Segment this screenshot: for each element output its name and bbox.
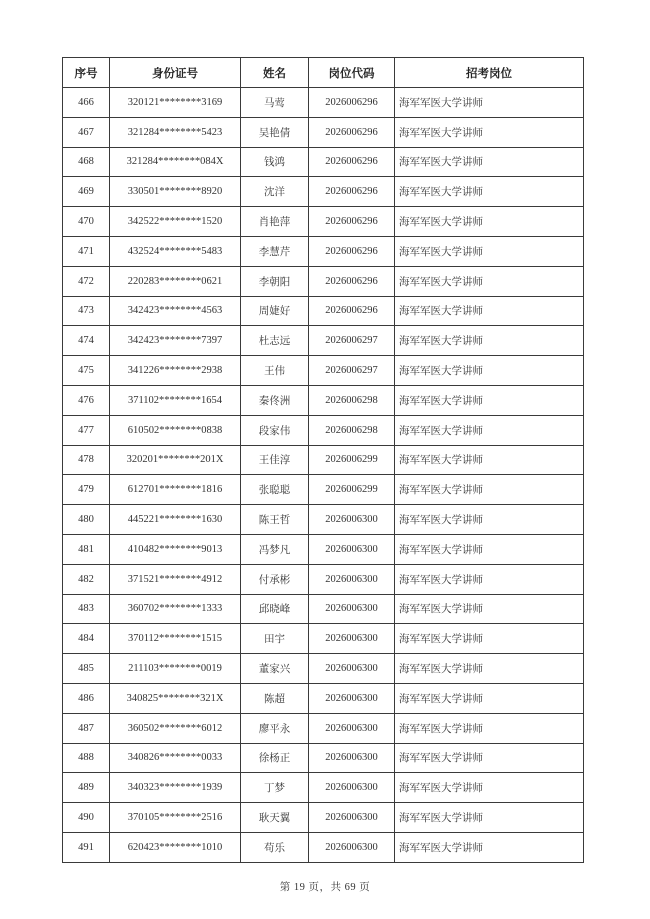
cell-id-number: 432524********5483 — [110, 236, 241, 266]
cell-serial-number: 482 — [63, 564, 110, 594]
table-row — [63, 624, 584, 654]
table-row — [63, 743, 584, 773]
table-row — [63, 356, 584, 386]
cell-position-code: 2026006296 — [309, 88, 395, 118]
cell-recruit-position: 海军军医大学讲师 — [395, 654, 584, 684]
cell-position-code: 2026006300 — [309, 564, 395, 594]
cell-position-code: 2026006296 — [309, 266, 395, 296]
cell-recruit-position: 海军军医大学讲师 — [395, 177, 584, 207]
table-body — [63, 88, 584, 863]
cell-position-code: 2026006300 — [309, 624, 395, 654]
cell-position-code: 2026006300 — [309, 683, 395, 713]
cell-serial-number: 471 — [63, 236, 110, 266]
table-row — [63, 88, 584, 118]
cell-id-number: 320121********3169 — [110, 88, 241, 118]
table-row — [63, 803, 584, 833]
cell-recruit-position: 海军军医大学讲师 — [395, 207, 584, 237]
cell-name: 田宇 — [241, 624, 309, 654]
cell-name: 杜志远 — [241, 326, 309, 356]
cell-position-code: 2026006299 — [309, 475, 395, 505]
table-row — [63, 296, 584, 326]
cell-recruit-position: 海军军医大学讲师 — [395, 505, 584, 535]
table-row — [63, 117, 584, 147]
recruitment-candidate-table — [62, 57, 584, 863]
cell-id-number: 341226********2938 — [110, 356, 241, 386]
cell-recruit-position: 海军军医大学讲师 — [395, 266, 584, 296]
cell-name: 段家伟 — [241, 415, 309, 445]
cell-recruit-position: 海军军医大学讲师 — [395, 713, 584, 743]
cell-id-number: 371102********1654 — [110, 385, 241, 415]
cell-position-code: 2026006296 — [309, 296, 395, 326]
table-row — [63, 326, 584, 356]
table-row — [63, 534, 584, 564]
cell-id-number: 342522********1520 — [110, 207, 241, 237]
cell-name: 廖平永 — [241, 713, 309, 743]
cell-name: 肖艳萍 — [241, 207, 309, 237]
cell-id-number: 321284********5423 — [110, 117, 241, 147]
cell-serial-number: 484 — [63, 624, 110, 654]
cell-id-number: 360702********1333 — [110, 594, 241, 624]
cell-id-number: 330501********8920 — [110, 177, 241, 207]
table-row — [63, 415, 584, 445]
cell-recruit-position: 海军军医大学讲师 — [395, 445, 584, 475]
cell-serial-number: 474 — [63, 326, 110, 356]
cell-position-code: 2026006300 — [309, 743, 395, 773]
cell-name: 张聪聪 — [241, 475, 309, 505]
cell-serial-number: 478 — [63, 445, 110, 475]
cell-position-code: 2026006300 — [309, 832, 395, 862]
cell-name: 邱晓峰 — [241, 594, 309, 624]
table-row — [63, 505, 584, 535]
cell-serial-number: 480 — [63, 505, 110, 535]
cell-serial-number: 487 — [63, 713, 110, 743]
cell-recruit-position: 海军军医大学讲师 — [395, 624, 584, 654]
column-header-serial-number: 序号 — [63, 58, 110, 88]
table-row — [63, 564, 584, 594]
cell-serial-number: 472 — [63, 266, 110, 296]
cell-serial-number: 466 — [63, 88, 110, 118]
table-row — [63, 236, 584, 266]
cell-serial-number: 467 — [63, 117, 110, 147]
cell-position-code: 2026006298 — [309, 415, 395, 445]
cell-id-number: 340323********1939 — [110, 773, 241, 803]
table-row — [63, 266, 584, 296]
table-header — [63, 58, 584, 88]
table-row — [63, 773, 584, 803]
cell-recruit-position: 海军军医大学讲师 — [395, 236, 584, 266]
cell-recruit-position: 海军军医大学讲师 — [395, 326, 584, 356]
cell-recruit-position: 海军军医大学讲师 — [395, 773, 584, 803]
table-row — [63, 207, 584, 237]
cell-id-number: 220283********0621 — [110, 266, 241, 296]
cell-position-code: 2026006296 — [309, 207, 395, 237]
cell-serial-number: 481 — [63, 534, 110, 564]
cell-id-number: 370112********1515 — [110, 624, 241, 654]
cell-name: 王伟 — [241, 356, 309, 386]
cell-recruit-position: 海军军医大学讲师 — [395, 415, 584, 445]
column-header-name: 姓名 — [241, 58, 309, 88]
cell-recruit-position: 海军军医大学讲师 — [395, 534, 584, 564]
cell-recruit-position: 海军军医大学讲师 — [395, 743, 584, 773]
cell-recruit-position: 海军军医大学讲师 — [395, 832, 584, 862]
cell-id-number: 211103********0019 — [110, 654, 241, 684]
cell-id-number: 445221********1630 — [110, 505, 241, 535]
cell-name: 徐杨正 — [241, 743, 309, 773]
cell-position-code: 2026006296 — [309, 236, 395, 266]
cell-id-number: 321284********084X — [110, 147, 241, 177]
table-row — [63, 385, 584, 415]
cell-name: 吴艳倩 — [241, 117, 309, 147]
cell-id-number: 371521********4912 — [110, 564, 241, 594]
cell-recruit-position: 海军军医大学讲师 — [395, 296, 584, 326]
cell-recruit-position: 海军军医大学讲师 — [395, 147, 584, 177]
cell-id-number: 410482********9013 — [110, 534, 241, 564]
cell-serial-number: 469 — [63, 177, 110, 207]
cell-serial-number: 489 — [63, 773, 110, 803]
cell-position-code: 2026006300 — [309, 713, 395, 743]
cell-serial-number: 485 — [63, 654, 110, 684]
cell-serial-number: 477 — [63, 415, 110, 445]
cell-name: 王佳淳 — [241, 445, 309, 475]
cell-recruit-position: 海军军医大学讲师 — [395, 803, 584, 833]
table-row — [63, 654, 584, 684]
cell-name: 周婕好 — [241, 296, 309, 326]
cell-position-code: 2026006300 — [309, 773, 395, 803]
cell-recruit-position: 海军军医大学讲师 — [395, 594, 584, 624]
cell-name: 陈王哲 — [241, 505, 309, 535]
cell-name: 冯梦凡 — [241, 534, 309, 564]
cell-name: 董家兴 — [241, 654, 309, 684]
cell-serial-number: 476 — [63, 385, 110, 415]
cell-id-number: 612701********1816 — [110, 475, 241, 505]
column-header-recruit-position: 招考岗位 — [395, 58, 584, 88]
cell-recruit-position: 海军军医大学讲师 — [395, 564, 584, 594]
cell-id-number: 620423********1010 — [110, 832, 241, 862]
table-row — [63, 475, 584, 505]
cell-name: 丁梦 — [241, 773, 309, 803]
cell-position-code: 2026006300 — [309, 505, 395, 535]
cell-id-number: 342423********7397 — [110, 326, 241, 356]
cell-position-code: 2026006296 — [309, 117, 395, 147]
cell-position-code: 2026006300 — [309, 594, 395, 624]
cell-serial-number: 490 — [63, 803, 110, 833]
table-row — [63, 445, 584, 475]
cell-name: 付承彬 — [241, 564, 309, 594]
table-row — [63, 147, 584, 177]
cell-name: 耿天翼 — [241, 803, 309, 833]
cell-position-code: 2026006299 — [309, 445, 395, 475]
cell-serial-number: 483 — [63, 594, 110, 624]
cell-name: 苟乐 — [241, 832, 309, 862]
cell-recruit-position: 海军军医大学讲师 — [395, 88, 584, 118]
cell-id-number: 320201********201X — [110, 445, 241, 475]
cell-id-number: 370105********2516 — [110, 803, 241, 833]
cell-position-code: 2026006296 — [309, 147, 395, 177]
cell-id-number: 342423********4563 — [110, 296, 241, 326]
cell-position-code: 2026006300 — [309, 534, 395, 564]
cell-id-number: 360502********6012 — [110, 713, 241, 743]
cell-name: 李慧芹 — [241, 236, 309, 266]
cell-position-code: 2026006298 — [309, 385, 395, 415]
cell-serial-number: 473 — [63, 296, 110, 326]
cell-serial-number: 475 — [63, 356, 110, 386]
cell-serial-number: 468 — [63, 147, 110, 177]
cell-id-number: 340825********321X — [110, 683, 241, 713]
cell-serial-number: 486 — [63, 683, 110, 713]
cell-position-code: 2026006296 — [309, 177, 395, 207]
cell-recruit-position: 海军军医大学讲师 — [395, 385, 584, 415]
table-row — [63, 177, 584, 207]
cell-id-number: 610502********0838 — [110, 415, 241, 445]
cell-name: 李朝阳 — [241, 266, 309, 296]
cell-recruit-position: 海军军医大学讲师 — [395, 683, 584, 713]
table-header-row — [63, 58, 584, 88]
cell-name: 秦佟洲 — [241, 385, 309, 415]
cell-name: 钱鸿 — [241, 147, 309, 177]
cell-recruit-position: 海军军医大学讲师 — [395, 475, 584, 505]
cell-recruit-position: 海军军医大学讲师 — [395, 117, 584, 147]
cell-name: 沈洋 — [241, 177, 309, 207]
cell-serial-number: 491 — [63, 832, 110, 862]
table-row — [63, 683, 584, 713]
cell-serial-number: 479 — [63, 475, 110, 505]
column-header-id-number: 身份证号 — [110, 58, 241, 88]
column-header-position-code: 岗位代码 — [309, 58, 395, 88]
table-row — [63, 713, 584, 743]
cell-id-number: 340826********0033 — [110, 743, 241, 773]
cell-name: 马莺 — [241, 88, 309, 118]
cell-position-code: 2026006300 — [309, 803, 395, 833]
cell-serial-number: 488 — [63, 743, 110, 773]
cell-name: 陈超 — [241, 683, 309, 713]
table-row — [63, 832, 584, 862]
cell-position-code: 2026006300 — [309, 654, 395, 684]
cell-position-code: 2026006297 — [309, 356, 395, 386]
page-number-indicator: 第 19 页，共 69 页 — [279, 882, 371, 893]
cell-serial-number: 470 — [63, 207, 110, 237]
cell-recruit-position: 海军军医大学讲师 — [395, 356, 584, 386]
table-row — [63, 594, 584, 624]
cell-position-code: 2026006297 — [309, 326, 395, 356]
